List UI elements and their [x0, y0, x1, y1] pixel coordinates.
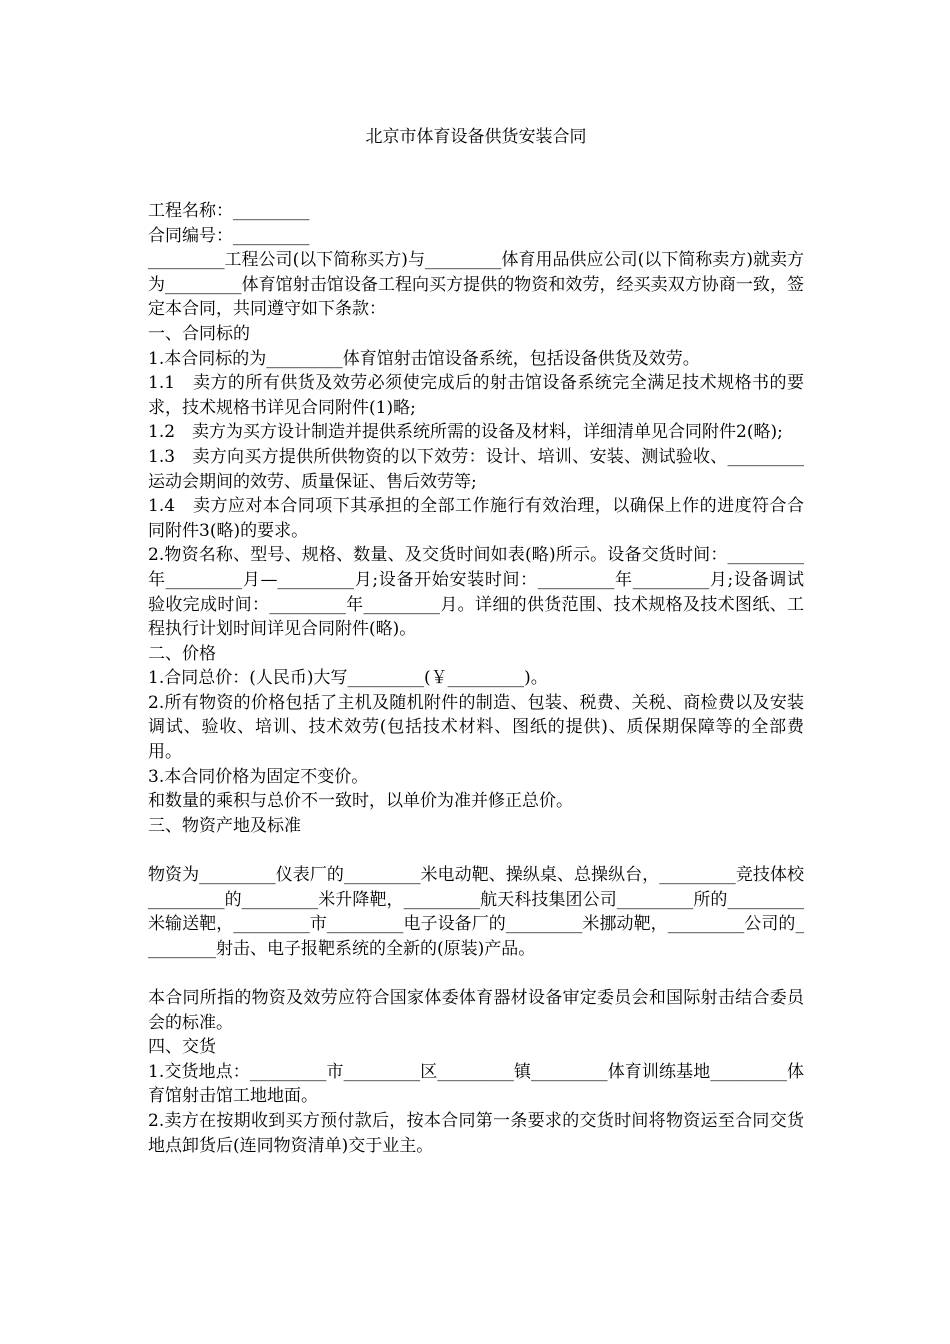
- clause-1-3: 1.3 卖方向买方提供所供物资的以下效劳：设计、培训、安装、测试验收、_________运动会期间的效劳、质量保证、售后效劳等;: [148, 446, 804, 492]
- blank-line: [148, 838, 804, 863]
- document-body: [148, 199, 804, 1158]
- section-heading-2: 二、价格: [148, 643, 216, 664]
- contract-number-line: 合同编号：_________: [148, 225, 310, 246]
- section-heading-4: 四、交货: [148, 1037, 216, 1058]
- price-clause-2: 2.所有物资的价格包括了主机及随机附件的制造、包装、税费、关税、商检费以及安装调试、验收、培训、技术效劳(包括技术材料、图纸的提供)、质保期保障等的全部费用。: [148, 692, 804, 763]
- standards-paragraph: 本合同所指的物资及效劳应符合国家体委体育器材设备审定委员会和国际射击结合委员会的标准。: [148, 988, 804, 1033]
- section-heading-1: 一、合同标的: [148, 323, 250, 344]
- origin-paragraph: 物资为_________仪表厂的_________米电动靶、操纵桌、总操纵台，_________竞技体校_________的_________米升降靶，_________航天科技集团公司_________所的_________米输送靶，_________市_________电子设备厂的_________米挪动靶，_________公司的_________射击、电子报靶系统的全新的(原装)产品。: [148, 865, 804, 959]
- clause-2: 2.物资名称、型号、规格、数量、及交货时间如表(略)所示。设备交货时间：_________年_________月—_________月;设备开始安装时间：_________年_________月;设备调试验收完成时间：_________年_________月。详细的供货范围、技术规格及技术图纸、工程执行计划时间详见合同附件(略)。: [148, 545, 804, 640]
- delivery-clause-1: 1.交货地点：_________市_________区_________镇_________体育训练基地_________体育馆射击馆工地地面。: [148, 1061, 804, 1107]
- price-clause-1: 1.合同总价：(人民币)大写_________(￥_________)。: [148, 668, 548, 689]
- document-title: 北京市体育设备供货安装合同: [365, 127, 587, 147]
- preamble-paragraph: _________工程公司(以下简称买方)与_________体育用品供应公司(以下简称卖方)就卖方为_________体育馆射击馆设备工程向买方提供的物资和效劳，经买卖双方协商一致，签定本合同，共同遵守如下条款：: [148, 250, 804, 320]
- delivery-clause-2: 2.卖方在按期收到买方预付款后，按本合同第一条要求的交货时间将物资运至合同交货地点卸货后(连同物资清单)交于业主。: [148, 1110, 804, 1156]
- price-clause-3: 3.本合同价格为固定不变价。: [148, 766, 369, 787]
- clause-1-1: 1.1 卖方的所有供货及效劳必须使完成后的射击馆设备系统完全满足技术规格书的要求，技术规格书详见合同附件(1)略;: [148, 373, 804, 418]
- project-name-line: 工程名称：_________: [148, 201, 310, 221]
- price-clause-note: 和数量的乘积与总价不一致时，以单价为准并修正总价。: [148, 791, 573, 812]
- clause-1-2: 1.2 卖方为买方设计制造并提供系统所需的设备及材料，详细清单见合同附件2(略);: [148, 422, 783, 443]
- section-heading-3: 三、物资产地及标准: [148, 815, 301, 836]
- clause-1-4: 1.4 卖方应对本合同项下其承担的全部工作施行有效治理，以确保上作的进度符合合同附件3(略)的要求。: [148, 496, 804, 541]
- blank-line: [148, 961, 804, 986]
- clause-1: 1.本合同标的为_________体育馆射击馆设备系统，包括设备供货及效劳。: [148, 348, 700, 369]
